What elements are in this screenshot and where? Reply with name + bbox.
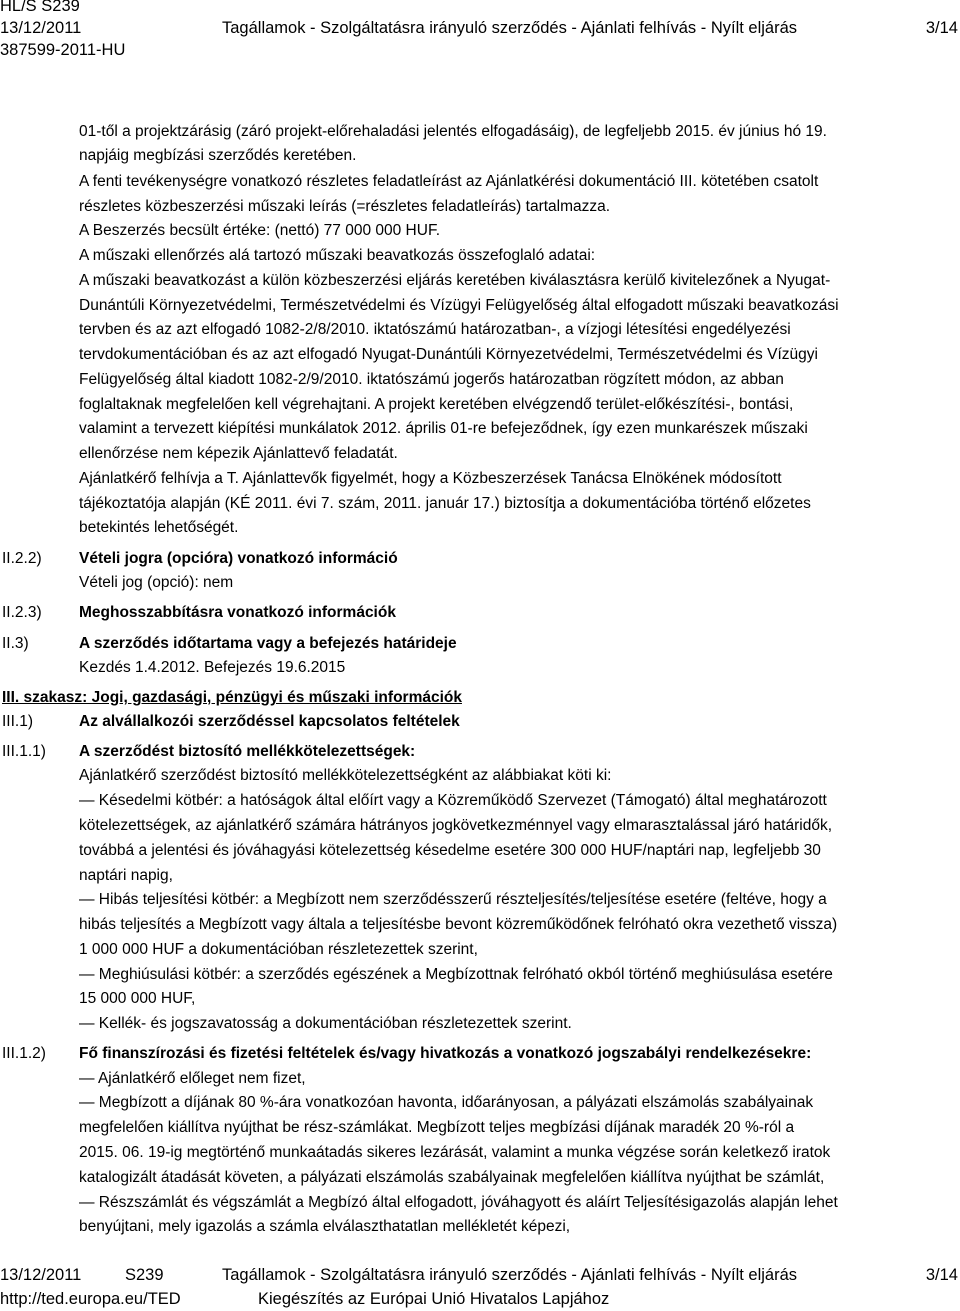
section-number: III.1) — [2, 713, 34, 730]
journal-label: HL/S S239 — [0, 0, 80, 15]
deposits-line: 1 000 000 HUF a dokumentációban részletezettek szerint, — [79, 941, 478, 958]
financing-line: — Megbízott a díjának 80 %-ára vonatkozóan havonta, időarányosan, a pályázati elszámolás szabályainak — [79, 1094, 814, 1111]
ted-link[interactable]: http://ted.europa.eu/TED — [0, 1290, 181, 1308]
section-number: III.1.1) — [2, 743, 46, 760]
deposits-line: hibás teljesítés a Megbízott vagy általa a teljesítésbe bevont közreműködőnek felróható okra vezethető vissza) — [79, 916, 838, 933]
body-line: A Beszerzés becsült értéke: (nettó) 77 000 000 HUF. — [79, 222, 440, 239]
section-number: II.2.3) — [2, 604, 42, 621]
deposits-line: — Meghiúsulási kötbér: a szerződés egészének a Megbízottnak felróható okból történő meghiúsulása esetére — [79, 966, 833, 983]
financing-line: megfelelően kiállítva nyújthat be rész-számlákat. Megbízott teljes megbízási díjának maradék 20 %-ról a — [79, 1119, 795, 1136]
body-line: napjáig megbízási szerződés keretében. — [79, 147, 357, 164]
deposits-line: naptári napig, — [79, 867, 173, 884]
body-line: betekintés lehetőségét. — [79, 519, 239, 536]
footer-title: Tagállamok - Szolgáltatásra irányuló szerződés - Ajánlati felhívás - Nyílt eljárás — [222, 1266, 798, 1284]
duration-heading: A szerződés időtartama vagy a befejezés határideje — [79, 635, 457, 652]
footer-page-number: 3/14 — [925, 1266, 958, 1284]
section-number: III.1.2) — [2, 1045, 46, 1062]
notice-id: 387599-2011-HU — [0, 41, 126, 59]
financing-heading: Fő finanszírozási és fizetési feltételek és/vagy hivatkozás a vonatkozó jogszabályi rendelkezésekre: — [79, 1045, 812, 1062]
financing-line: — Ajánlatkérő előleget nem fizet, — [79, 1070, 306, 1087]
body-line: tervdokumentációban és az azt elfogadó Nyugat-Dunántúli Környezetvédelmi, Természetvédelmi és Vízügyi — [79, 346, 818, 363]
duration-text: Kezdés 1.4.2012. Befejezés 19.6.2015 — [79, 659, 346, 676]
body-line: Felügyelőség által kiadott 1082-2/9/2010. iktatószámú jogerős határozatban rögzített módon, az abban — [79, 371, 784, 388]
header-page-number: 3/14 — [925, 19, 958, 37]
body-line: valamint a tervezett kiépítési munkálatok 2012. április 01-re befejeződnek, így ezen munkarészek műszaki — [79, 420, 808, 437]
options-heading: Vételi jogra (opcióra) vonatkozó információ — [79, 550, 398, 567]
header-date: 13/12/2011 — [0, 19, 82, 37]
body-line: ellenőrzése nem képezik Ajánlattevő feladatát. — [79, 445, 398, 462]
financing-line: katalogizált átadását követen, a pályázati elszámolás szabályainak megfelelően kiállítva nyújthat be számlát, — [79, 1169, 825, 1186]
section-number: II.3) — [2, 635, 29, 652]
footer-date: 13/12/2011 — [0, 1266, 82, 1284]
body-line: tájékoztatója alapján (KÉ 2011. évi 7. szám, 2011. január 17.) biztosítja a dokumentációba történő előzetes — [79, 495, 811, 512]
body-line: foglaltaknak megfelelően kell végrehajtani. A projekt keretében elvégzendő terület-előkészítési-, bontási, — [79, 396, 794, 413]
body-line: 01-től a projektzárásig (záró projekt-előrehaladási jelentés elfogadásáig), de legfeljebb 2015. év június hó 19. — [79, 123, 827, 140]
body-line: A műszaki ellenőrzés alá tartozó műszaki beavatkozás összefoglaló adatai: — [79, 247, 596, 264]
deposits-line: 15 000 000 HUF, — [79, 990, 196, 1007]
options-text: Vételi jog (opció): nem — [79, 574, 234, 591]
deposits-line: továbbá a jelentési és jóváhagyási kötelezettség késedelme esetére 300 000 HUF/naptári nap, legfeljebb 30 — [79, 842, 821, 859]
financing-line: — Részszámlát és végszámlát a Megbízó által elfogadott, jóváhagyott és aláírt Teljesítésigazolás alapján lehet — [79, 1194, 838, 1211]
subcontract-heading: Az alvállalkozói szerződéssel kapcsolatos feltételek — [79, 713, 460, 730]
supplement-label: Kiegészítés az Európai Unió Hivatalos Lapjához — [258, 1290, 610, 1308]
body-line: Ajánlatkérő felhívja a T. Ajánlattevők figyelmét, hogy a Közbeszerzések Tanácsa Elnökének módosított — [79, 470, 782, 487]
body-line: tervben és az azt elfogadó 1082-2/8/2010. iktatószámú határozatban-, a vízjogi létesítési engedélyezési — [79, 321, 791, 338]
deposits-line: — Hibás teljesítési kötbér: a Megbízott nem szerződésszerű részteljesítés/teljesítése esetére (feltéve, hogy a — [79, 891, 827, 908]
deposits-line: — Kellék- és jogszavatosság a dokumentációban részletezettek szerint. — [79, 1015, 572, 1032]
body-line: részletes közbeszerzési műszaki leírás (=részletes feladatleírás) tartalmazza. — [79, 198, 611, 215]
renewal-heading: Meghosszabbításra vonatkozó információk — [79, 604, 396, 621]
financing-line: 2015. 06. 19-ig megtörténő munkaátadás sikeres lezárását, valamint a munka végzése során keletkező iratok — [79, 1144, 831, 1161]
section-number: II.2.2) — [2, 550, 42, 567]
header-title: Tagállamok - Szolgáltatásra irányuló szerződés - Ajánlati felhívás - Nyílt eljárás — [222, 19, 798, 37]
body-line: Dunántúli Környezetvédelmi, Természetvédelmi és Vízügyi Felügyelőség által elfogadott műszaki beavatkozási — [79, 297, 839, 314]
deposits-line: Ajánlatkérő szerződést biztosító mellékkötelezettségként az alábbiakat köti ki: — [79, 767, 612, 784]
financing-line: benyújtani, mely igazolás a számla elválaszthatatlan mellékletét képezi, — [79, 1218, 571, 1235]
deposits-line: — Késedelmi kötbér: a hatóságok által előírt vagy a Közreműködő Szervezet (Támogató) által meghatározott — [79, 792, 827, 809]
section-iii-heading: III. szakasz: Jogi, gazdasági, pénzügyi és műszaki információk — [2, 689, 462, 706]
body-line: A fenti tevékenységre vonatkozó részletes feladatleírást az Ajánlatkérési dokumentáció III. kötetében csatolt — [79, 173, 819, 190]
footer-issue: S239 — [125, 1266, 164, 1284]
body-line: A műszaki beavatkozást a külön közbeszerzési eljárás keretében kiválasztásra kerülő kivitelezőnek a Nyugat- — [79, 272, 831, 289]
deposits-line: kötelezettségek, az ajánlatkérő számára hátrányos jogkövetkezménnyel vagy elmarasztalással járó határidők, — [79, 817, 832, 834]
deposits-heading: A szerződést biztosító mellékkötelezettségek: — [79, 743, 416, 760]
